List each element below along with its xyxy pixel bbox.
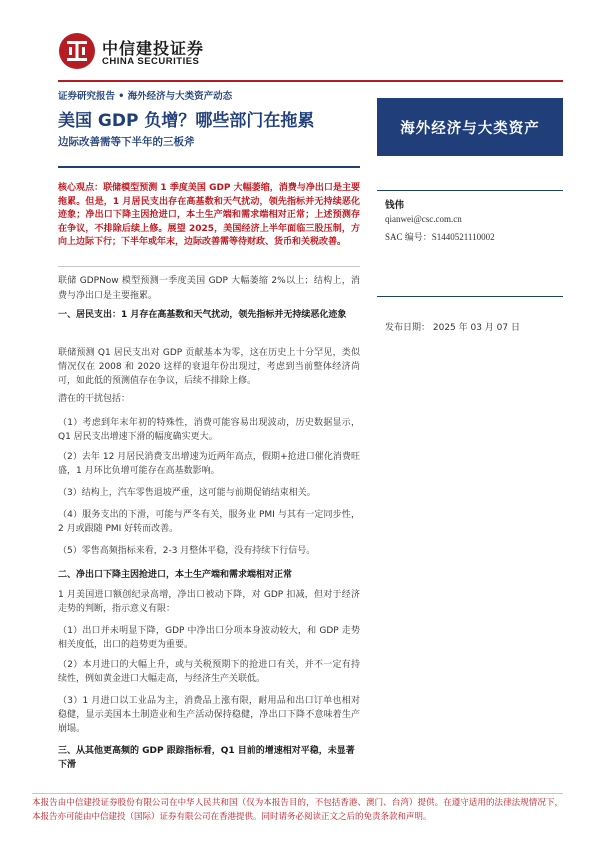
core-view: 核心观点：联储模型预测 1 季度美国 GDP 大幅萎缩，消费与净出口是主要拖累。但是，1 月居民支出存在高基数和天气扰动，领先指标并无持续恶化迹象；净出口下降主因抢进口，本土生产端和需求端相对正常；上述预测存在争议，不排除后续上修。展望 2025，美国经济上半年面临三股压制，方向上边际下行；下半年或年末，边际改善需等待财政、货币和关税改善。 — [58, 183, 360, 247]
section1-item-3: （3）结构上，汽车零售退坡严重，这可能与前期促销结束相关。 — [58, 488, 316, 498]
section3-heading: 三、从其他更高频的 GDP 跟踪指标看，Q1 目前的增速相对平稳，未显著下滑 — [58, 746, 355, 770]
analyst-email: qianwei@csc.com.cn — [385, 214, 462, 224]
main-column-rule — [58, 166, 360, 168]
csc-emblem-icon — [58, 32, 96, 70]
section2-intro: 1 月美国进口额创纪录高增，净出口被动下降，对 GDP 扣减，但对于经济走势的判断，指示意义有限： — [58, 590, 360, 614]
section1-item-5: （5）零售高频指标来看，2-3 月整体平稳，没有持续下行信号。 — [58, 546, 316, 556]
section2-heading: 二、净出口下降主因抢进口，本土生产端和需求端相对正常 — [58, 570, 293, 580]
core-divider — [58, 266, 360, 267]
section1-heading: 一、居民支出：1 月存在高基数和天气扰动，领先指标并无持续恶化迹象 — [58, 310, 347, 320]
publish-date: 发布日期： 2025 年 03 月 07 日 — [385, 323, 520, 333]
section2-item-1: （1）出口并未明显下降，GDP 中净出口分项本身波动较大，和 GDP 走势相关度低，出口的趋势更为重要。 — [58, 626, 360, 650]
analyst-sac-number: SAC 编号：S1440521110002 — [385, 232, 495, 242]
report-subtitle: 边际改善需等下半年的三板斧 — [58, 136, 195, 148]
main-column — [58, 166, 360, 786]
report-category: 证券研究报告 • 海外经济与大类资产动态 — [58, 91, 233, 102]
footer-divider — [32, 793, 563, 794]
section1-item-4: （4）服务支出的下滑，可能与严冬有关，服务业 PMI 与其有一定同步性，2 月或跟随 PMI 好转而改善。 — [58, 510, 360, 534]
summary-paragraph: 联储 GDPNow 模型预测一季度美国 GDP 大幅萎缩 2%以上；结构上，消费与净出口是主要拖累。 — [58, 276, 360, 301]
section1-intro: 联储预测 Q1 居民支出对 GDP 贡献基本为零，这在历史上十分罕见，类似情况仅在 2008 和 2020 这样的衰退年份出现过，考虑到当前整体经济尚可，如此低的预测值存在争议，后续不排除上修。 — [58, 348, 360, 386]
company-logo — [58, 32, 218, 72]
section2-item-3: （3）1 月进口以工业品为主，消费品上涨有限，耐用品和出口订单也相对稳健，显示美国本土制造业和生产活动保持稳健，净出口下降不意味着生产崩塌。 — [58, 696, 360, 734]
section1-item-1: （1）考虑到年末年初的特殊性，消费可能容易出现波动，历史数据显示，Q1 居民支出增速下滑的幅度确实更大。 — [58, 418, 360, 442]
analyst-name: 钱伟 — [385, 200, 405, 211]
analyst-rule-top — [377, 190, 563, 191]
logo-text-en: CHINA SECURITIES — [102, 56, 200, 67]
logo-text-cn: 中信建投证券 — [102, 39, 205, 58]
section1-item-2: （2）去年 12 月居民消费支出增速为近两年高点，假期+抢进口催化消费旺盛，1 月环比负增可能存在高基数影响。 — [58, 452, 360, 476]
section1-lead: 潜在的干扰包括： — [58, 394, 131, 404]
footer-disclaimer: 本报告由中信建投证券股份有限公司在中华人民共和国（仅为本报告目的，不包括香港、澳门、台湾）提供。在遵守适用的法律法规情况下，本报告亦可能由中信建投（国际）证券有限公司在香港提供。同时请务必阅读正文之后的免责条款和声明。 — [32, 798, 563, 822]
section-banner: 海外经济与大类资产 — [377, 98, 563, 156]
analyst-rule-bottom — [377, 296, 563, 297]
header-divider — [58, 80, 563, 82]
report-title: 美国 GDP 负增？哪些部门在拖累 — [58, 111, 315, 131]
section2-item-2: （2）本月进口的大幅上升，或与关税预期下的抢进口有关，并不一定有持续性，例如黄金进口大幅走高，与经济生产关联低。 — [58, 660, 360, 684]
